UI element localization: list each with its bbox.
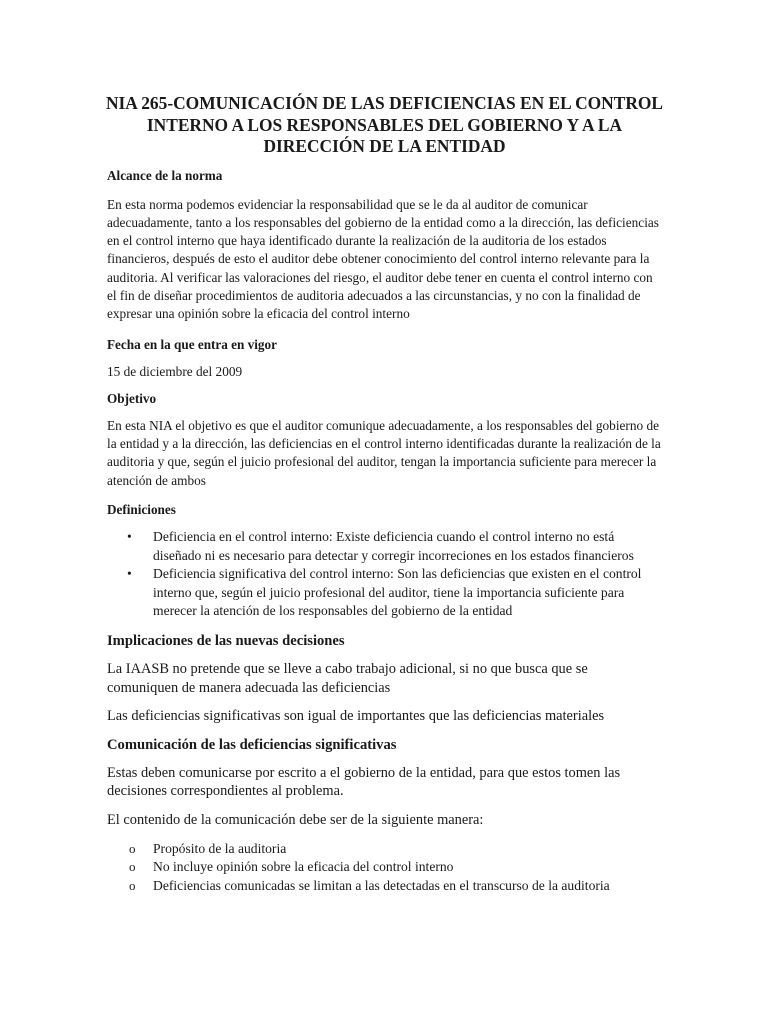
paragraph-implicaciones-2: Las deficiencias significativas son igual de importantes que las deficiencias materiales	[107, 708, 605, 725]
list-item-text: No incluye opinión sobre la eficacia del control interno	[153, 859, 454, 875]
heading-alcance: Alcance de la norma	[107, 167, 223, 183]
heading-objetivo: Objetivo	[107, 390, 157, 406]
paragraph-comunicacion-2: El contenido de la comunicación debe ser de la siguiente manera:	[107, 812, 484, 828]
circle-bullet-icon: o	[129, 840, 136, 856]
heading-implicaciones: Implicaciones de las nuevas decisiones	[107, 633, 345, 650]
paragraph-objetivo: En esta NIA el objetivo es que el auditor comunique adecuadamente, a los responsables del gobierno de la entidad y a la dirección, las deficiencias en el control interno identificadas durante la realización de la auditoria y que, según el juicio profesional del auditor, tengan la importancia suficiente para merecer la atención de ambos	[107, 417, 661, 488]
paragraph-comunicacion-1: Estas deben comunicarse por escrito a el gobierno de la entidad, para que estos tomen las decisiones correspondientes al problema.	[107, 764, 621, 800]
list-item-text: Deficiencia en el control interno: Existe deficiencia cuando el control interno no está diseñado ni es necesario para detectar y corregir incorreciones en los estados financieros	[153, 529, 634, 563]
circle-bullet-icon: o	[129, 859, 136, 875]
list-item	[107, 877, 662, 896]
circle-bullet-icon: o	[129, 877, 136, 893]
list-item	[107, 840, 662, 859]
list-item	[107, 858, 662, 877]
paragraph-alcance: En esta norma podemos evidenciar la responsabilidad que se le da al auditor de comunicar adecuadamente, tanto a los responsables del gobierno de la entidad como a la dirección, las deficiencias en el control interno que haya identificado durante la realización de la auditoria de los estados financieros, después de esto el auditor debe obtener conocimiento del control interno relevante para la auditoria. Al verificar las valoraciones del riesgo, el auditor debe tener en cuenta el control interno con el fin de diseñar procedimientos de auditoria adecuados a las circunstancias, y no con la finalidad de expresar una opinión sobre la eficacia del control interno	[107, 196, 659, 322]
list-item	[107, 528, 662, 565]
communication-content-list	[107, 840, 662, 896]
list-item-text: Propósito de la auditoria	[153, 840, 287, 856]
definitions-list	[107, 528, 662, 621]
document-title: NIA 265-COMUNICACIÓN DE LAS DEFICIENCIAS EN EL CONTROL INTERNO A LOS RESPONSABLES DEL GOBIERNO Y A LA DIRECCIÓN DE LA ENTIDAD	[105, 93, 664, 156]
heading-fecha: Fecha en la que entra en vigor	[107, 336, 277, 352]
paragraph-fecha: 15 de diciembre del 2009	[107, 363, 243, 379]
bullet-icon: •	[127, 566, 132, 582]
document-content	[107, 93, 662, 895]
list-item-text: Deficiencias comunicadas se limitan a las detectadas en el transcurso de la auditoria	[153, 877, 610, 893]
bullet-icon: •	[127, 529, 132, 545]
heading-comunicacion: Comunicación de las deficiencias significativas	[107, 736, 397, 753]
list-item	[107, 565, 662, 621]
list-item-text: Deficiencia significativa del control interno: Son las deficiencias que existen en el control interno que, según el juicio profesional del auditor, tiene la importancia suficiente para merecer la atención de los responsables del gobierno de la entidad	[153, 566, 642, 619]
paragraph-implicaciones-1: La IAASB no pretende que se lleve a cabo trabajo adicional, si no que busca que se comuniquen de manera adecuada las deficiencias	[107, 661, 588, 696]
heading-definiciones: Definiciones	[107, 502, 176, 518]
